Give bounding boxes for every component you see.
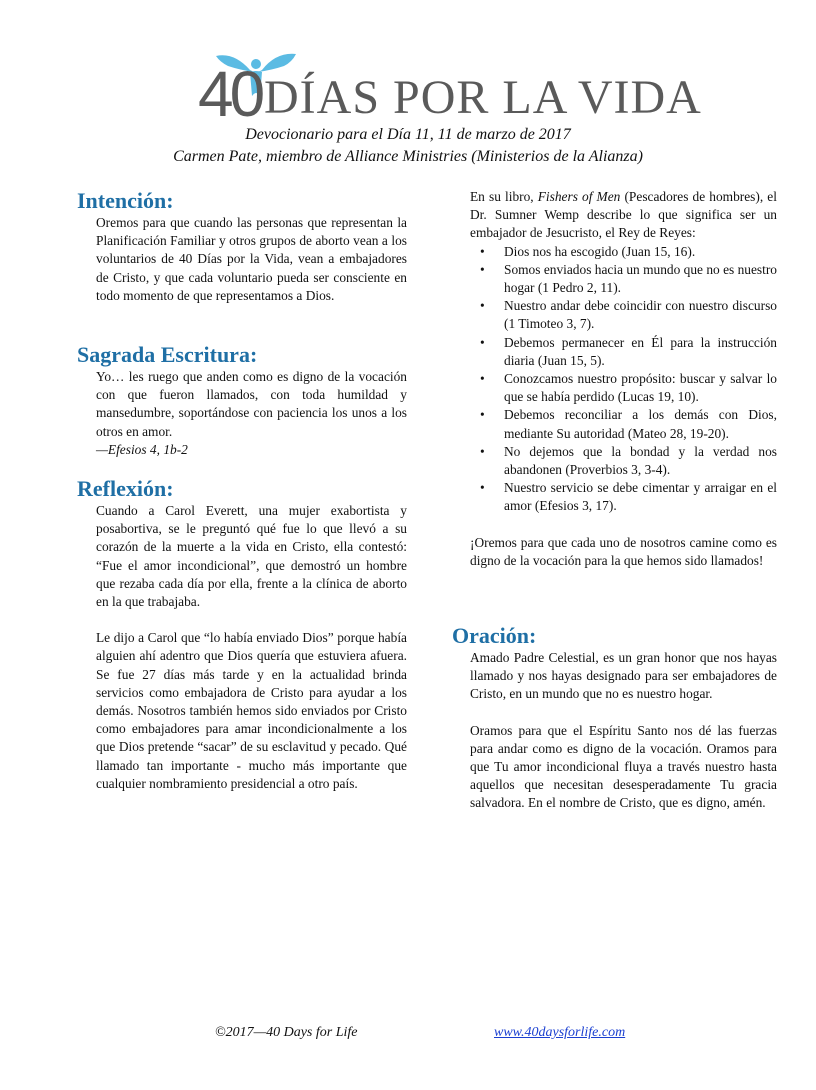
intencion-body: Oremos para que cuando las personas que representan la Planificación Familiar y otros grupos de aborto vean a los voluntarios de 40 Días por la Vida, vean a embajadores de Cristo, y que cada voluntario pueda ser consciente en todo momento de que representamos a Dios. bbox=[96, 215, 407, 303]
footer-website-link[interactable]: www.40daysforlife.com bbox=[494, 1025, 626, 1040]
reflexion-paragraph-1: Cuando a Carol Everett, una mujer exabortista y posabortiva, se le preguntó qué fue lo que llevó a su corazón de la muerte a la vida en Cristo, ella contestó: “Fue el amor incondicional”, que demostró un hombre que rezaba cada día por ella, frente a la clínica de aborto en la que trabajaba. bbox=[96, 503, 407, 610]
logo bbox=[198, 48, 702, 130]
oracion-paragraph-1: Amado Padre Celestial, es un gran honor que nos hayas llamado y nos hayas designado para ser embajadores de Cristo, en un mundo que no es nuestro hogar. bbox=[470, 650, 777, 702]
book-intro bbox=[470, 188, 777, 243]
right-column bbox=[452, 188, 777, 811]
escritura-citation: —Efesios 4, 1b-2 bbox=[96, 441, 188, 457]
list-item: • Nuestro servicio se debe cimentar y arraigar en el amor (Efesios 3, 17). bbox=[504, 479, 777, 515]
list-item: • Somos enviados hacia un mundo que no es nuestro hogar (1 Pedro 2, 11). bbox=[504, 261, 777, 297]
oracion-paragraph-2: Oramos para que el Espíritu Santo nos dé las fuerzas para andar como es digno de la vocación. Oramos para que Tu amor incondicional fluya a través nuestro hasta aquellos que necesitan desesperadamente Tu gracia salvadora. En el nombre de Cristo, que es digno, amén. bbox=[470, 722, 777, 811]
book-intro-pre: En su libro, bbox=[470, 189, 534, 204]
oracion-heading: Oración: bbox=[452, 623, 537, 648]
logo-text: DÍAS POR LA VIDA bbox=[264, 71, 702, 124]
devotional-author: Carmen Pate, miembro de Alliance Ministries (Ministerios de la Alianza) bbox=[173, 148, 643, 165]
list-item: • No dejemos que la bondad y la verdad nos abandonen (Proverbios 3, 3-4). bbox=[504, 443, 777, 479]
section-oracion bbox=[452, 623, 777, 813]
devotional-date: Devocionario para el Día 11, 11 de marzo de 2017 bbox=[245, 126, 571, 143]
book-title: Fishers of Men bbox=[537, 189, 621, 204]
section-intencion bbox=[77, 188, 407, 305]
list-item: • Dios nos ha escogido (Juan 15, 16). bbox=[504, 243, 777, 261]
list-item: • Nuestro andar debe coincidir con nuestro discurso (1 Timoteo 3, 7). bbox=[504, 297, 777, 333]
footer-copyright: ©2017—40 Days for Life bbox=[215, 1025, 358, 1040]
closing-paragraph: ¡Oremos para que cada uno de nosotros camine como es digno de la vocación para la que hemos sido llamados! bbox=[470, 534, 777, 568]
section-reflexion bbox=[77, 476, 407, 793]
intencion-heading: Intención: bbox=[77, 188, 174, 213]
escritura-body: Yo… les ruego que anden como es digno de la vocación con que fueron llamados, con toda humildad y mansedumbre, soportándose con paciencia los unos a los otros en amor. bbox=[96, 369, 407, 439]
ambassador-list bbox=[470, 243, 777, 516]
list-item: • Debemos permanecer en Él para la instrucción diaria (Juan 15, 5). bbox=[504, 334, 777, 370]
reflexion-paragraph-2: Le dijo a Carol que “lo había enviado Dios” porque había alguien ahí adentro que Dios quería que estuviera afuera. Se fue 27 días más tarde y en la actualidad brinda servicios como embajadora de Cristo para ayudar a los demás. Nosotros también hemos sido enviados por Cristo como embajadores para amar incondicionalmente a los que Dios pretende “sacar” de su esclavitud y pecado. Qué llamado tan importante - mucho más importante que cualquier nombramiento presidencial a otro país. bbox=[96, 630, 407, 791]
logo-number: 40 bbox=[198, 58, 262, 130]
escritura-heading: Sagrada Escritura: bbox=[77, 342, 258, 367]
reflexion-heading: Reflexión: bbox=[77, 476, 174, 501]
section-escritura bbox=[77, 342, 407, 459]
list-item: • Conozcamos nuestro propósito: buscar y salvar lo que se había perdido (Lucas 19, 10). bbox=[504, 370, 777, 406]
book-intro-post: (Pescadores de hombres), el Dr. Sumner Wemp describe lo que significa ser un embajador de Jesucristo, el Rey de Reyes: bbox=[470, 189, 777, 241]
list-item: • Debemos reconciliar a los demás con Dios, mediante Su autoridad (Mateo 28, 19-20). bbox=[504, 406, 777, 442]
